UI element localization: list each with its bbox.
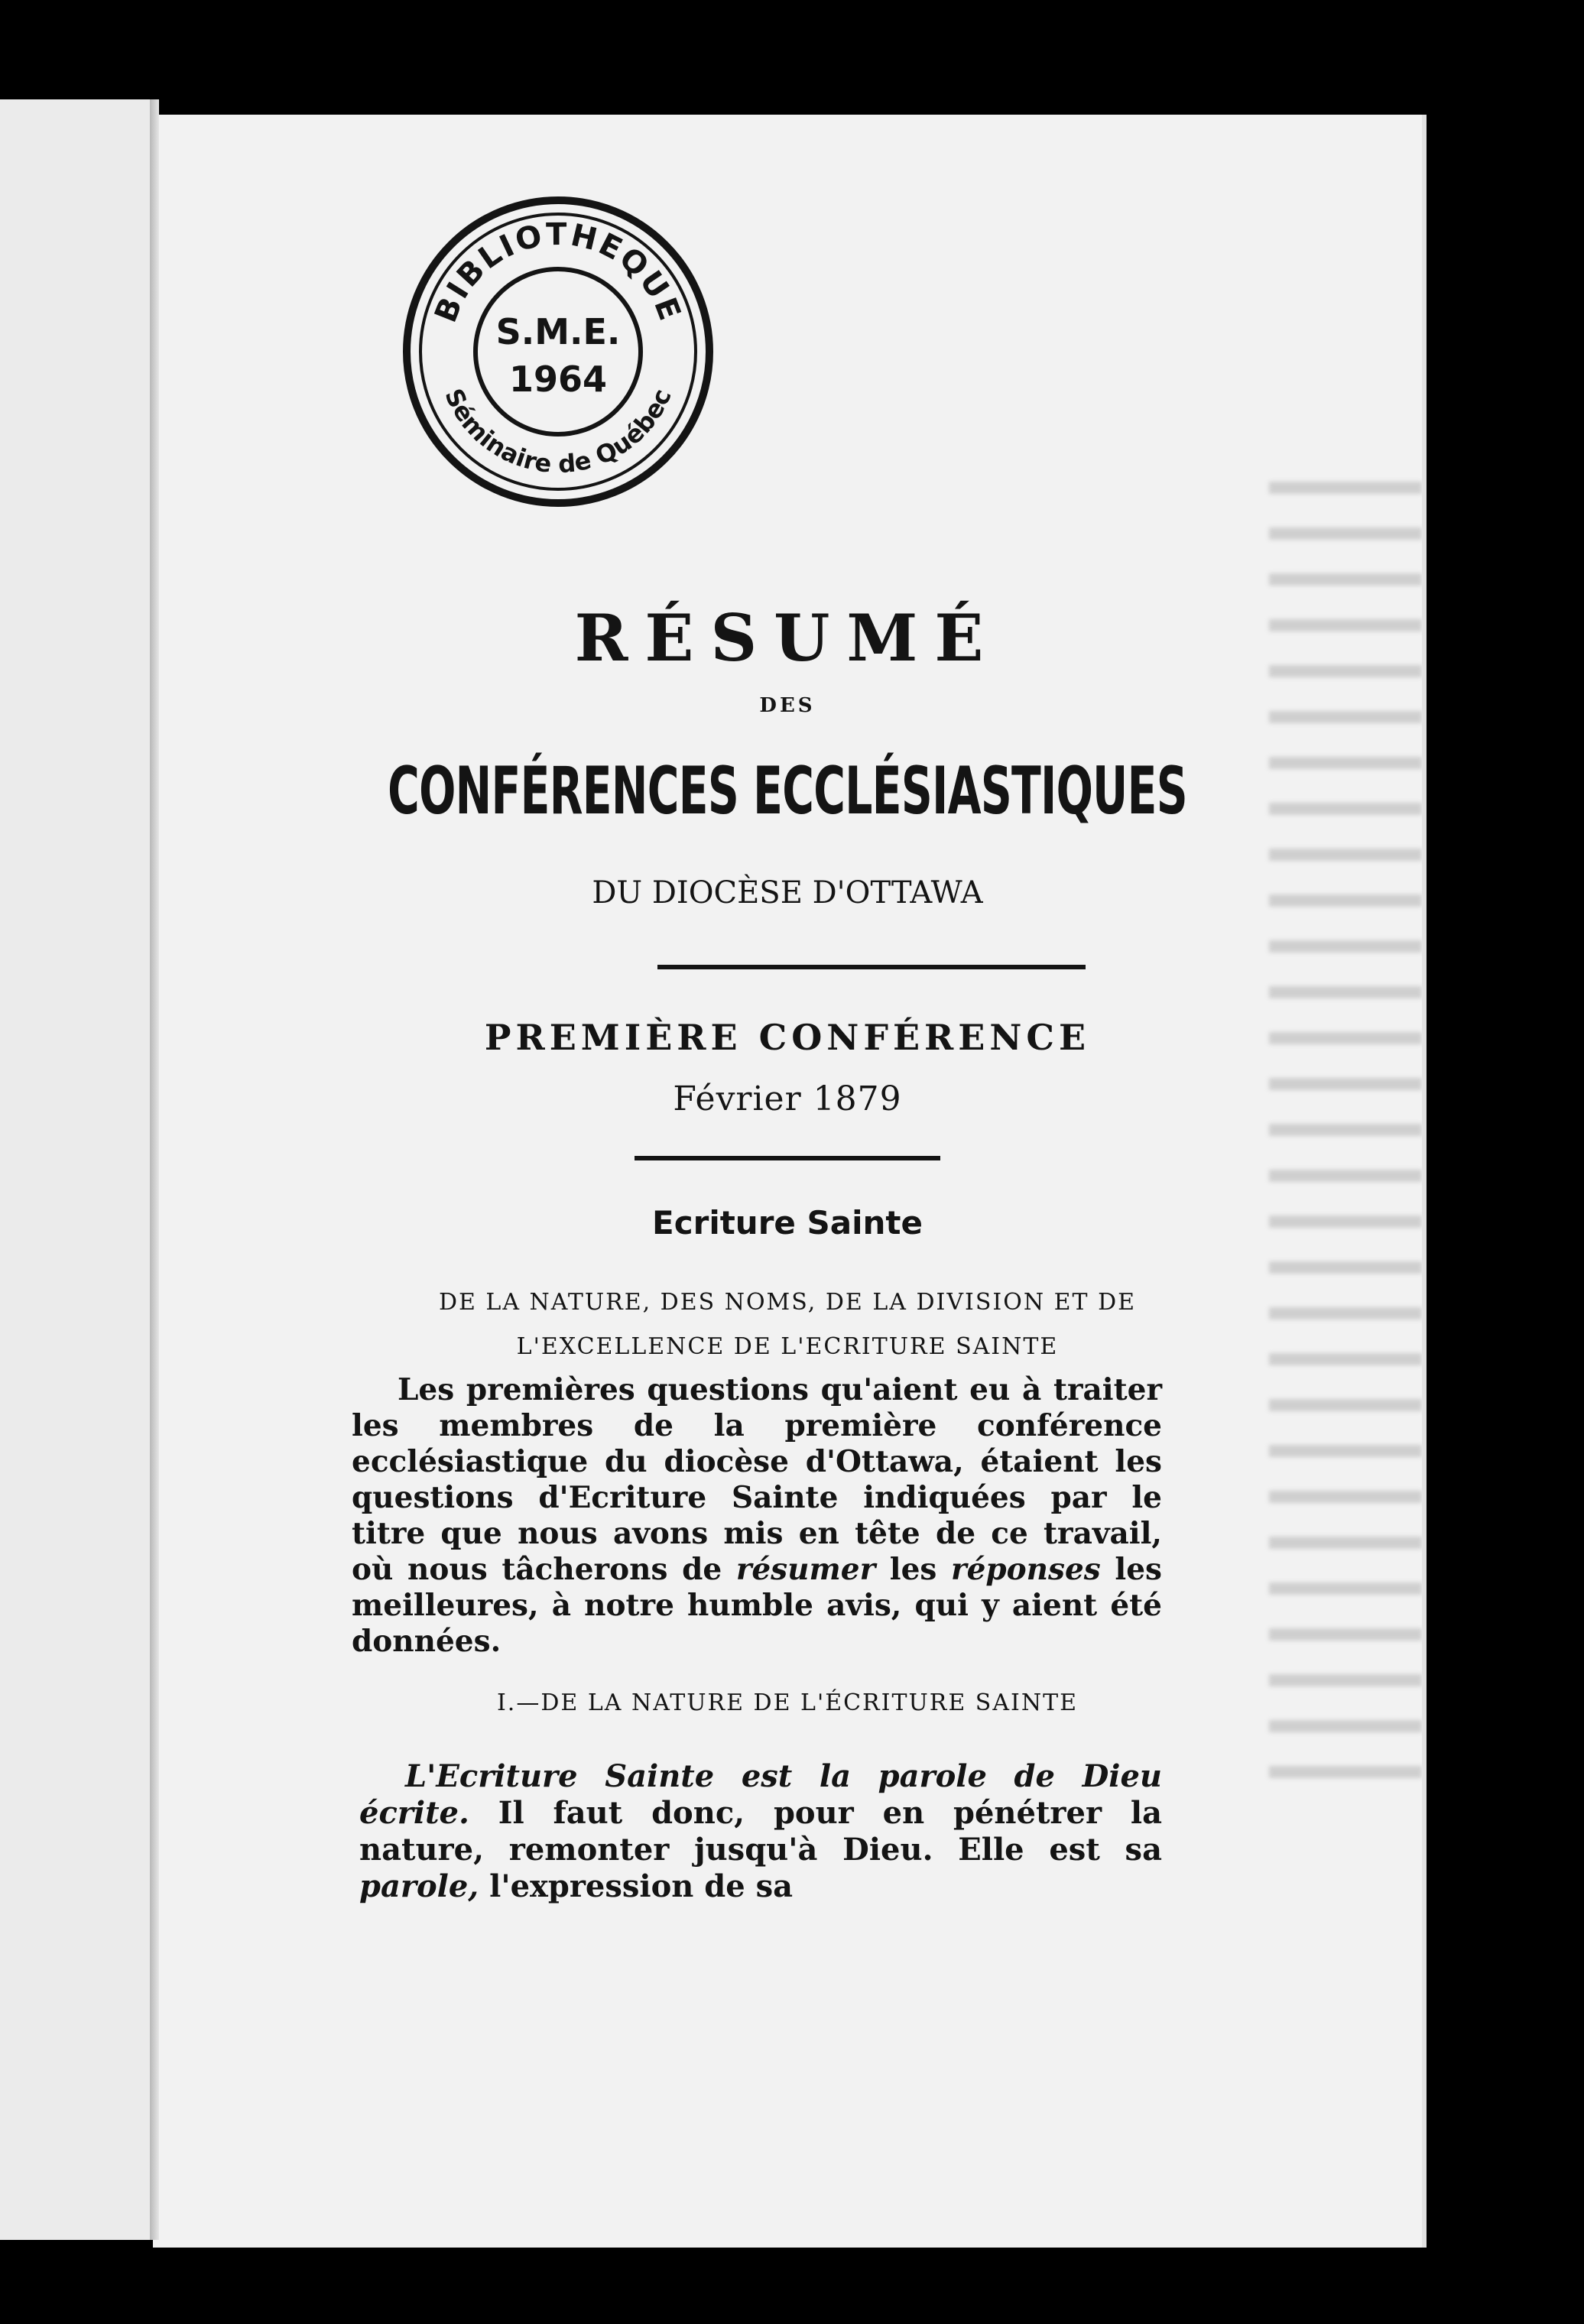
show-through-text (153, 115, 1422, 2248)
chapter-paragraph (359, 1758, 1162, 1905)
subtitle-line1: DE LA NATURE, DES NOMS, DE LA DIVISION ET DE (438, 1289, 1137, 1316)
diocese-title: DU DIOCÈSE D'OTTAWA (592, 875, 983, 910)
chapter-emphasis-2: parole, (359, 1868, 479, 1904)
conference-date: Février 1879 (673, 1079, 902, 1118)
intro-text-2: les (875, 1552, 952, 1587)
chapter-text-2: l'expression de sa (479, 1868, 794, 1904)
chapter-text-1: Il faut donc, pour en pénétrer la nature, remonter jusqu'à Dieu. Elle est sa (359, 1795, 1162, 1868)
book-spine (150, 99, 159, 2240)
title-des: DES (759, 694, 816, 717)
stamp-seal (398, 191, 719, 512)
stamp-ring-bottom: Séminaire de Québec (439, 384, 677, 479)
title-resume: RÉSUMÉ (574, 600, 1001, 676)
divider-rule-2 (635, 1156, 940, 1160)
main-title: CONFÉRENCES ECCLÉSIASTIQUES (388, 753, 1187, 829)
stamp-center-line2: 1964 (508, 359, 608, 400)
section-heading: Ecriture Sainte (652, 1204, 923, 1242)
intro-emphasis-1: résumer (735, 1552, 876, 1587)
facing-page-edge (0, 99, 153, 2240)
chapter-heading: I.—DE LA NATURE DE L'ÉCRITURE SAINTE (496, 1689, 1079, 1716)
subtitle-line2: L'EXCELLENCE DE L'ECRITURE SAINTE (516, 1333, 1059, 1360)
library-stamp (398, 191, 719, 512)
intro-emphasis-2: réponses (951, 1552, 1101, 1587)
stamp-center-line1: S.M.E. (495, 311, 621, 352)
conference-name: PREMIÈRE CONFÉRENCE (484, 1017, 1091, 1058)
stamp-ring-top: BIBLIOTHEQUE (428, 216, 688, 327)
chapter-emphasis-1: L'Ecriture Sainte est la parole de Dieu écrite. (359, 1758, 1162, 1831)
intro-text-1: Les premières questions qu'aient eu à traiter les membres de la première conférence ecclésiastique du diocèse d'Ottawa, étaient les questions d'Ecriture Sainte indiquées par le titre que nous avons mis en tête de ce travail, où nous tâcherons de (352, 1372, 1162, 1587)
book-page (153, 115, 1427, 2248)
intro-text-3: les meilleures, à notre humble avis, qui y aient été données. (352, 1552, 1162, 1659)
intro-paragraph (352, 1372, 1162, 1660)
divider-rule (657, 965, 1086, 969)
